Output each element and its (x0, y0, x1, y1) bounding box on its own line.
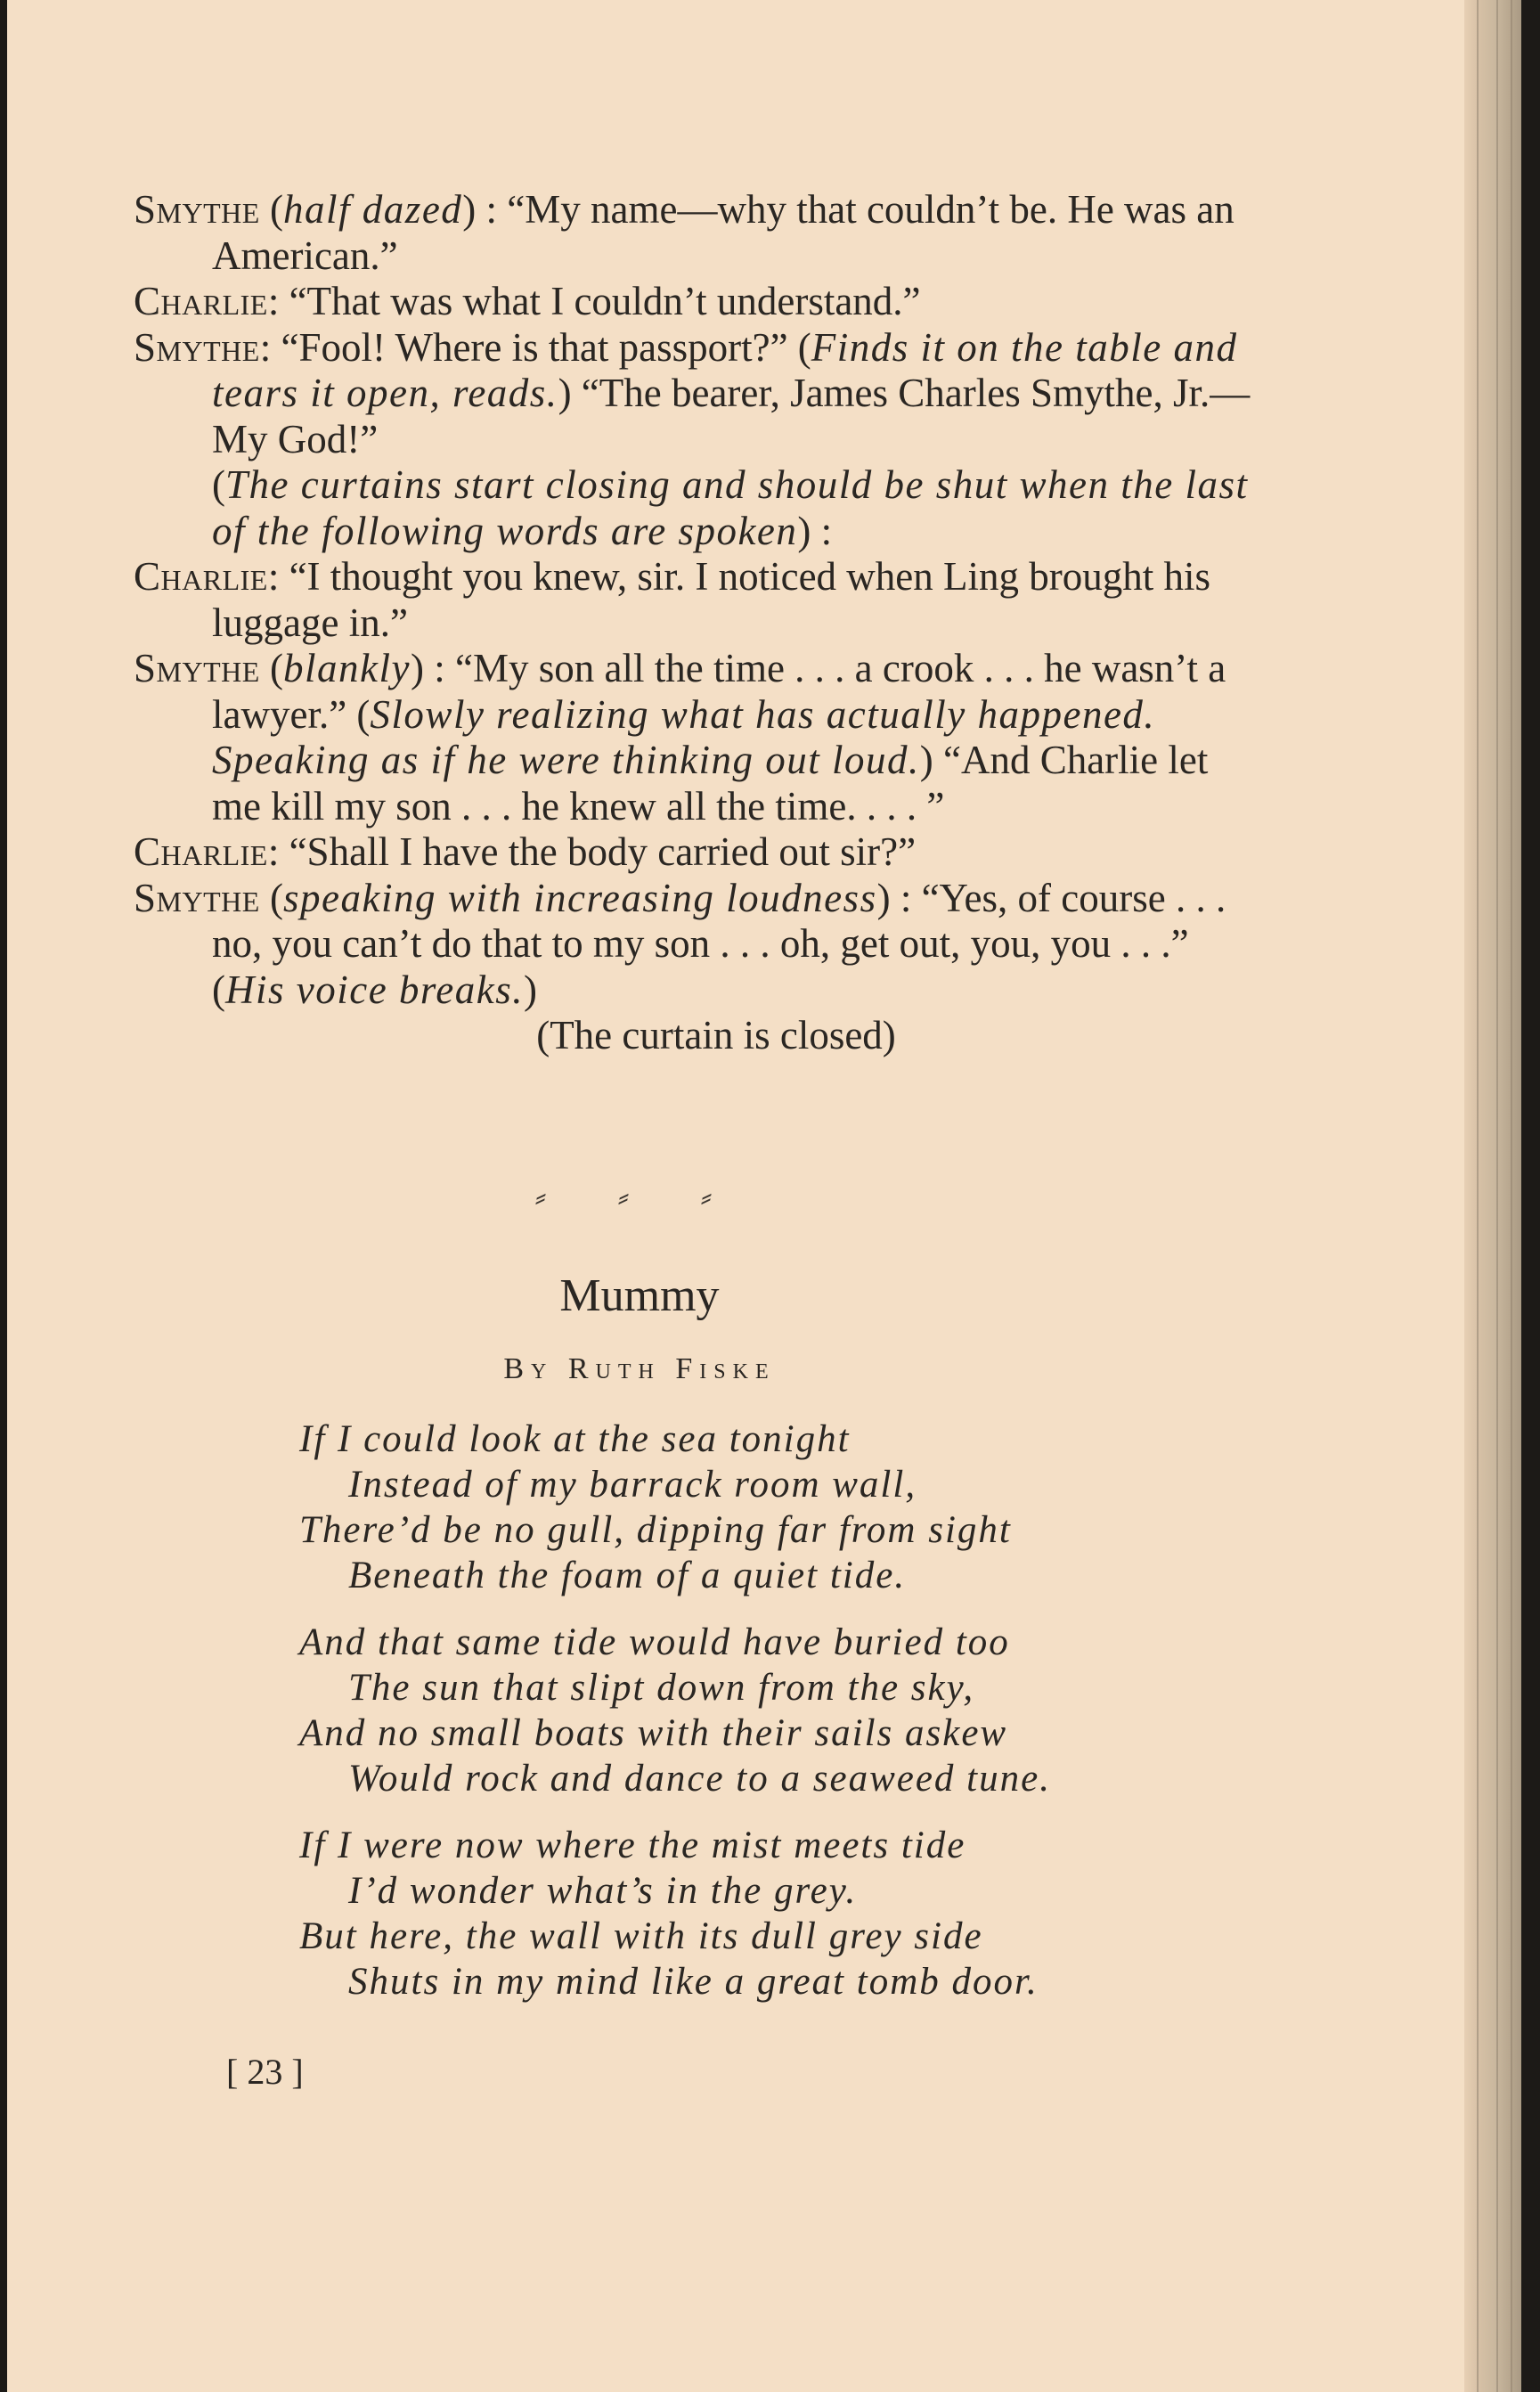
dialogue-text: ( (259, 646, 284, 690)
stage-direction: The curtains start closing and should be shut when the last of the following words are spoken (212, 462, 1249, 553)
stage-direction: half dazed (283, 187, 463, 232)
poem-line: The sun that slipt down from the sky, (348, 1667, 975, 1709)
poem-line: I’d wonder what’s in the grey. (348, 1870, 858, 1912)
dialogue-text: ( (259, 875, 284, 920)
poem-title: Mummy (559, 1270, 720, 1321)
gutter-rule (1511, 0, 1512, 2392)
stage-direction: Finds it on the table and tears it open, reads. (212, 324, 1238, 415)
poem-line: Would rock and dance to a seaweed tune. (348, 1758, 1051, 1800)
stage-direction: His voice breaks. (225, 967, 524, 1012)
poem-line: And no small boats with their sails askew (299, 1712, 1008, 1754)
script-line (134, 554, 1263, 646)
speaker-name: Smythe (134, 646, 260, 690)
gutter-rule (1496, 0, 1498, 2392)
script-line (134, 279, 1263, 325)
speaker-name: Charlie (134, 829, 268, 874)
speaker-name: Smythe (134, 324, 260, 370)
poem-line: But here, the wall with its dull grey side (299, 1915, 983, 1957)
stage-direction: Slowly realizing what has actually happened. Speaking as if he were thinking out loud. (212, 691, 1156, 782)
poem-byline: By Ruth Fiske (503, 1352, 776, 1385)
dialogue-text: : “That was what I couldn’t understand.” (267, 279, 921, 323)
script-line (134, 462, 1263, 554)
script-line (134, 876, 1263, 1014)
dialogue-text: ( (259, 187, 284, 232)
poem-stanza (299, 1620, 1279, 1801)
poem-line: If I were now where the mist meets tide (299, 1825, 966, 1866)
dialogue-text: : “Shall I have the body carried out sir?” (267, 829, 917, 874)
stage-direction: speaking with increasing loudness (283, 875, 877, 920)
dialogue-text: ) : “My son all the time . . . a crook . . . he wasn’t a lawyer.” ( (212, 646, 1226, 737)
dialogue-text: ) : (797, 508, 833, 553)
speaker-name: Smythe (134, 875, 260, 920)
dialogue-text: ) (524, 967, 537, 1012)
script-line (134, 646, 1263, 829)
script-line (134, 829, 1263, 876)
script-line (134, 325, 1263, 463)
dialogue-text: ) : “My name—why that couldn’t be. He was an American.” (212, 187, 1234, 278)
section-ornament: ⸗ ⸗ ⸗ (535, 1179, 744, 1214)
poem-stanza (299, 1416, 1279, 1598)
poem-line: Shuts in my mind like a great tomb door. (348, 1961, 1039, 2003)
poem-line: Instead of my barrack room wall, (348, 1464, 917, 1506)
poem-line: There’d be no gull, dipping far from sight (299, 1509, 1012, 1551)
book-page (7, 0, 1521, 2392)
dialogue-text: : “Fool! Where is that passport?” ( (259, 324, 811, 370)
speaker-name: Smythe (134, 187, 260, 232)
dialogue-text: ) “And Charlie let me kill my son . . . he knew all the time. . . . ” (212, 738, 1209, 829)
page-number: [ 23 ] (226, 2052, 304, 2092)
poem-line: If I could look at the sea tonight (299, 1418, 851, 1460)
script-lines (134, 187, 1263, 1013)
stage-direction: blankly (283, 646, 411, 690)
gutter-rule (1477, 0, 1479, 2392)
page-gutter-shadow (1464, 0, 1521, 2392)
speaker-name: Charlie (134, 554, 268, 599)
script-line (134, 187, 1263, 279)
dialogue-text: ( (212, 462, 225, 507)
poem-line: Beneath the foam of a quiet tide. (348, 1555, 907, 1596)
play-script (134, 187, 1263, 1059)
curtain-note: (The curtain is closed) (536, 1013, 896, 1057)
poem-stanza (299, 1823, 1279, 2004)
dialogue-text: ) “The bearer, James Charles Smythe, Jr.—My God!” (212, 371, 1251, 461)
dialogue-text: ) : “Yes, of course . . . no, you can’t do that to my son . . . oh, get out, you, you . . .” ( (212, 875, 1226, 1012)
dialogue-text: : “I thought you knew, sir. I noticed when Ling brought his luggage in.” (212, 554, 1211, 645)
poem-line: And that same tide would have buried too (299, 1621, 1010, 1663)
poem-body (299, 1416, 1279, 2026)
speaker-name: Charlie (134, 279, 268, 323)
